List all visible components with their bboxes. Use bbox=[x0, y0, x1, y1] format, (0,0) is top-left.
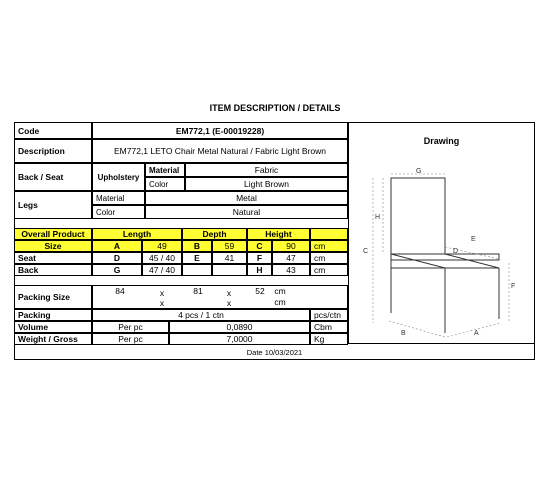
legs-color-value: Natural bbox=[145, 205, 348, 219]
drawing-title: Drawing bbox=[423, 136, 460, 146]
seat-material-value: Fabric bbox=[185, 163, 348, 177]
chair-seat-edge bbox=[391, 254, 499, 260]
seat-color-value: Light Brown bbox=[185, 177, 348, 191]
pack-length: 84 bbox=[115, 286, 125, 296]
height-header: Height bbox=[247, 228, 310, 240]
dim-G-value: 47 / 40 bbox=[142, 264, 182, 276]
label-C: C bbox=[363, 248, 369, 255]
dim-H-value: 43 bbox=[272, 264, 310, 276]
packing-value: 4 pcs / 1 ctn bbox=[92, 309, 310, 321]
dim-unit: cm bbox=[310, 240, 348, 252]
length-header: Length bbox=[92, 228, 182, 240]
dim-D-value: 45 / 40 bbox=[142, 252, 182, 264]
legs-color-label: Color bbox=[92, 205, 145, 219]
seat-material-label: Material bbox=[145, 163, 185, 177]
dim-B-label: B bbox=[182, 240, 212, 252]
page-title: ITEM DESCRIPTION / DETAILS bbox=[209, 103, 341, 113]
seat-dim-label: Seat bbox=[14, 252, 92, 264]
date-stamp: Date 10/03/2021 bbox=[246, 347, 303, 357]
upholstery-label: Upholstery bbox=[92, 163, 145, 191]
pack-x1: x bbox=[159, 288, 165, 298]
code-label: Code bbox=[14, 122, 92, 139]
label-D: D bbox=[453, 248, 459, 255]
chair-backrest bbox=[391, 178, 445, 254]
chair-drawing bbox=[349, 123, 536, 345]
overall-label: Overall Product bbox=[14, 228, 92, 240]
label-A: A bbox=[474, 330, 479, 337]
pack-x2: x bbox=[226, 288, 232, 298]
description-label: Description bbox=[14, 139, 92, 163]
back-empty-2 bbox=[212, 264, 247, 276]
pack-unit: cm bbox=[274, 286, 286, 296]
dim-B-value: 59 bbox=[212, 240, 247, 252]
label-F: F bbox=[511, 283, 516, 290]
legs-material-value: Metal bbox=[145, 191, 348, 205]
dim-D-label: D bbox=[92, 252, 142, 264]
depth-header: Depth bbox=[182, 228, 247, 240]
pack-x3: x bbox=[159, 298, 165, 308]
weight-value: 7,0000 bbox=[169, 333, 310, 345]
dim-E-value: 41 bbox=[212, 252, 247, 264]
dim-A-label: A bbox=[92, 240, 142, 252]
back-seat-label: Back / Seat bbox=[14, 163, 92, 191]
dim-H-label: H bbox=[247, 264, 272, 276]
weight-label: Weight / Gross bbox=[14, 333, 92, 345]
volume-label: Volume bbox=[14, 321, 92, 333]
volume-value: 0,0890 bbox=[169, 321, 310, 333]
pack-x4: x bbox=[226, 298, 232, 308]
dim-C-label: C bbox=[247, 240, 272, 252]
code-value: EM772,1 (E-00019228) bbox=[92, 122, 348, 139]
yellow-spacer bbox=[310, 228, 348, 240]
weight-unit: Kg bbox=[310, 333, 348, 345]
label-E: E bbox=[471, 236, 476, 243]
seat-unit: cm bbox=[310, 252, 348, 264]
weight-per: Per pc bbox=[92, 333, 169, 345]
drawing-panel bbox=[348, 122, 535, 344]
packing-size-box bbox=[92, 285, 348, 309]
label-G: G bbox=[416, 168, 422, 175]
dim-line-B bbox=[389, 321, 445, 337]
volume-per: Per pc bbox=[92, 321, 169, 333]
dim-G-label: G bbox=[92, 264, 142, 276]
dim-A-value: 49 bbox=[142, 240, 182, 252]
volume-unit: Cbm bbox=[310, 321, 348, 333]
pack-width: 81 bbox=[193, 286, 203, 296]
back-empty-1 bbox=[182, 264, 212, 276]
pack-height: 52 bbox=[255, 286, 265, 296]
packing-size-label: Packing Size bbox=[14, 285, 92, 309]
label-B: B bbox=[401, 330, 406, 337]
description-value: EM772,1 LETO Chair Metal Natural / Fabric Light Brown bbox=[92, 139, 348, 163]
pack-unit-2: cm bbox=[274, 297, 286, 307]
legs-label: Legs bbox=[14, 191, 92, 219]
chair-seat bbox=[391, 254, 499, 268]
dim-F-label: F bbox=[247, 252, 272, 264]
legs-material-label: Material bbox=[92, 191, 145, 205]
back-unit: cm bbox=[310, 264, 348, 276]
label-H: H bbox=[375, 214, 381, 221]
dim-F-value: 47 bbox=[272, 252, 310, 264]
dim-E-label: E bbox=[182, 252, 212, 264]
seat-color-label: Color bbox=[145, 177, 185, 191]
size-label: Size bbox=[14, 240, 92, 252]
packing-unit: pcs/ctn bbox=[310, 309, 348, 321]
packing-label: Packing bbox=[14, 309, 92, 321]
dim-C-value: 90 bbox=[272, 240, 310, 252]
back-dim-label: Back bbox=[14, 264, 92, 276]
